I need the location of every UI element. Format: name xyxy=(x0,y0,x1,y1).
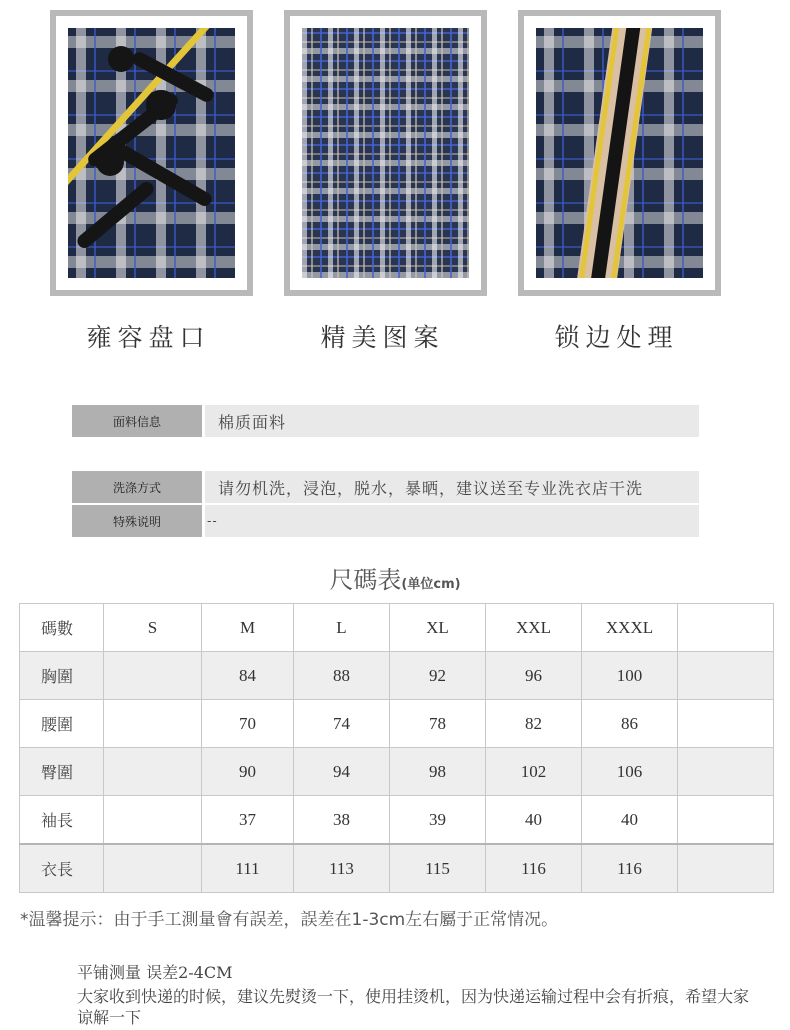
table-cell: 78 xyxy=(390,700,486,748)
table-cell: 82 xyxy=(486,700,582,748)
table-cell: 86 xyxy=(582,700,678,748)
row-label: 臀圍 xyxy=(20,748,104,796)
table-cell xyxy=(104,748,202,796)
plaid-fabric-photo xyxy=(302,28,469,278)
table-cell: 100 xyxy=(582,652,678,700)
detail-frame-pattern xyxy=(284,10,487,296)
measurement-notice: *温馨提示：由于手工測量會有誤差，誤差在1-3cm左右屬于正常情况。 xyxy=(20,910,559,930)
table-cell xyxy=(104,700,202,748)
header-cell: S xyxy=(104,604,202,652)
table-cell xyxy=(104,652,202,700)
info-row-washing xyxy=(72,471,699,503)
header-cell: XXXL xyxy=(582,604,678,652)
caption-knot: 雍容盘口 xyxy=(86,323,211,352)
table-cell: 90 xyxy=(202,748,294,796)
table-cell: 115 xyxy=(390,844,486,893)
header-cell: XXL xyxy=(486,604,582,652)
table-cell: 40 xyxy=(582,796,678,845)
info-label-fabric: 面料信息 xyxy=(72,405,202,437)
table-cell xyxy=(678,796,774,845)
table-cell: 98 xyxy=(390,748,486,796)
table-cell: 38 xyxy=(294,796,390,845)
table-cell: 39 xyxy=(390,796,486,845)
size-chart-title-text: 尺碼表 xyxy=(329,566,402,594)
info-label-washing: 洗涤方式 xyxy=(72,471,202,503)
table-cell xyxy=(104,844,202,893)
row-label: 胸圍 xyxy=(20,652,104,700)
size-chart-unit: (单位cm) xyxy=(401,577,461,592)
size-table xyxy=(19,603,774,893)
header-cell: L xyxy=(294,604,390,652)
header-cell: XL xyxy=(390,604,486,652)
header-cell xyxy=(678,604,774,652)
row-label: 腰圍 xyxy=(20,700,104,748)
table-cell: 96 xyxy=(486,652,582,700)
table-cell xyxy=(104,796,202,845)
table-row xyxy=(20,748,774,796)
table-cell: 92 xyxy=(390,652,486,700)
caption-pattern: 精美图案 xyxy=(320,323,445,352)
table-cell xyxy=(678,844,774,893)
size-chart-title xyxy=(0,560,790,595)
table-cell: 70 xyxy=(202,700,294,748)
table-cell: 74 xyxy=(294,700,390,748)
note-title: 平铺测量 误差2-4CM xyxy=(77,963,233,982)
table-row xyxy=(20,652,774,700)
table-cell: 106 xyxy=(582,748,678,796)
table-cell xyxy=(678,748,774,796)
table-cell: 84 xyxy=(202,652,294,700)
info-label-special: 特殊说明 xyxy=(72,505,202,537)
info-value-special: -- xyxy=(205,505,699,537)
table-cell: 116 xyxy=(486,844,582,893)
table-cell xyxy=(678,652,774,700)
row-label: 袖長 xyxy=(20,796,104,845)
table-row xyxy=(20,844,774,893)
table-cell: 113 xyxy=(294,844,390,893)
table-cell: 37 xyxy=(202,796,294,845)
detail-frame-edge xyxy=(518,10,721,296)
header-cell: M xyxy=(202,604,294,652)
size-table-header-row xyxy=(20,604,774,652)
table-row xyxy=(20,700,774,748)
edge-trim-photo xyxy=(536,28,703,278)
caption-edge: 锁边处理 xyxy=(554,323,679,352)
header-cell: 碼數 xyxy=(20,604,104,652)
table-cell: 88 xyxy=(294,652,390,700)
table-cell: 116 xyxy=(582,844,678,893)
table-row xyxy=(20,796,774,845)
table-cell xyxy=(678,700,774,748)
info-value-washing: 请勿机洗，浸泡，脱水，暴晒，建议送至专业洗衣店干洗 xyxy=(205,471,699,503)
table-cell: 111 xyxy=(202,844,294,893)
info-value-fabric: 棉质面料 xyxy=(205,405,699,437)
table-cell: 94 xyxy=(294,748,390,796)
info-row-fabric xyxy=(72,405,699,437)
table-cell: 102 xyxy=(486,748,582,796)
detail-frame-knot xyxy=(50,10,253,296)
detail-photos xyxy=(0,10,790,300)
note-body: 大家收到快递的时候，建议先熨烫一下，使用挂烫机，因为快递运输过程中会有折痕，希望大家谅解一下 xyxy=(77,987,750,1027)
knot-button-photo xyxy=(68,28,235,278)
row-label: 衣長 xyxy=(20,844,104,893)
info-row-special xyxy=(72,505,699,537)
table-cell: 40 xyxy=(486,796,582,845)
